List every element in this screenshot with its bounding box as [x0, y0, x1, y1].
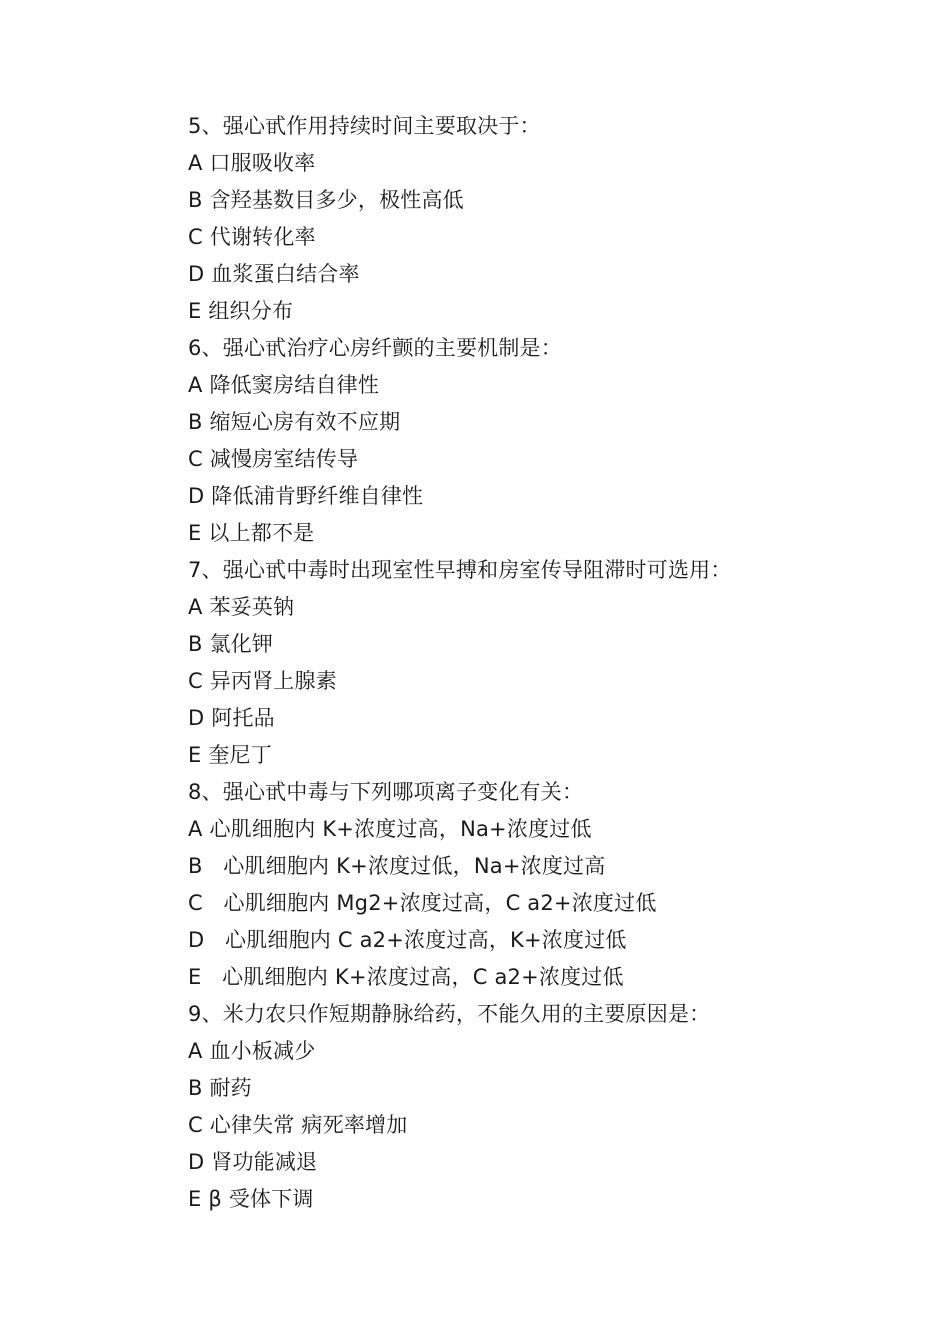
question-9 — [188, 996, 828, 1218]
question-list — [188, 108, 828, 1218]
question-stem: 9、米力农只作短期静脉给药，不能久用的主要原因是： — [188, 1002, 711, 1026]
option-d: D 心肌细胞内 C a2+浓度过高，K+浓度过低 — [188, 928, 627, 952]
option-c: C 代谢转化率 — [188, 225, 316, 249]
option-c: C 异丙肾上腺素 — [188, 669, 337, 693]
question-5 — [188, 108, 828, 330]
option-a: A 降低窦房结自律性 — [188, 373, 380, 397]
option-b: B 缩短心房有效不应期 — [188, 410, 401, 434]
option-c: C 心肌细胞内 Mg2+浓度过高，C a2+浓度过低 — [188, 891, 657, 915]
option-e: E 以上都不是 — [188, 521, 315, 545]
option-b: B 耐药 — [188, 1076, 252, 1100]
option-e: E 组织分布 — [188, 299, 294, 323]
option-b: B 氯化钾 — [188, 632, 274, 656]
option-d: D 降低浦肯野纤维自律性 — [188, 484, 424, 508]
option-a: A 口服吸收率 — [188, 151, 316, 175]
option-a: A 心肌细胞内 K+浓度过高，Na+浓度过低 — [188, 817, 592, 841]
option-c: C 减慢房室结传导 — [188, 447, 359, 471]
question-stem: 7、强心甙中毒时出现室性早搏和房室传导阻滞时可选用： — [188, 558, 732, 582]
question-stem: 5、强心甙作用持续时间主要取决于： — [188, 114, 541, 138]
option-a: A 苯妥英钠 — [188, 595, 295, 619]
question-7 — [188, 552, 828, 774]
question-8 — [188, 774, 828, 996]
option-b: B 含羟基数目多少，极性高低 — [188, 188, 464, 212]
question-stem: 6、强心甙治疗心房纤颤的主要机制是： — [188, 336, 562, 360]
option-d: D 阿托品 — [188, 706, 275, 730]
option-e: E 心肌细胞内 K+浓度过高，C a2+浓度过低 — [188, 965, 624, 989]
question-6 — [188, 330, 828, 552]
option-a: A 血小板减少 — [188, 1039, 316, 1063]
question-stem: 8、强心甙中毒与下列哪项离子变化有关： — [188, 780, 584, 804]
option-d: D 血浆蛋白结合率 — [188, 262, 360, 286]
option-b: B 心肌细胞内 K+浓度过低，Na+浓度过高 — [188, 854, 606, 878]
option-e: E β 受体下调 — [188, 1187, 314, 1211]
option-d: D 肾功能减退 — [188, 1150, 318, 1174]
option-e: E 奎尼丁 — [188, 743, 272, 767]
option-c: C 心律失常 病死率增加 — [188, 1113, 408, 1137]
